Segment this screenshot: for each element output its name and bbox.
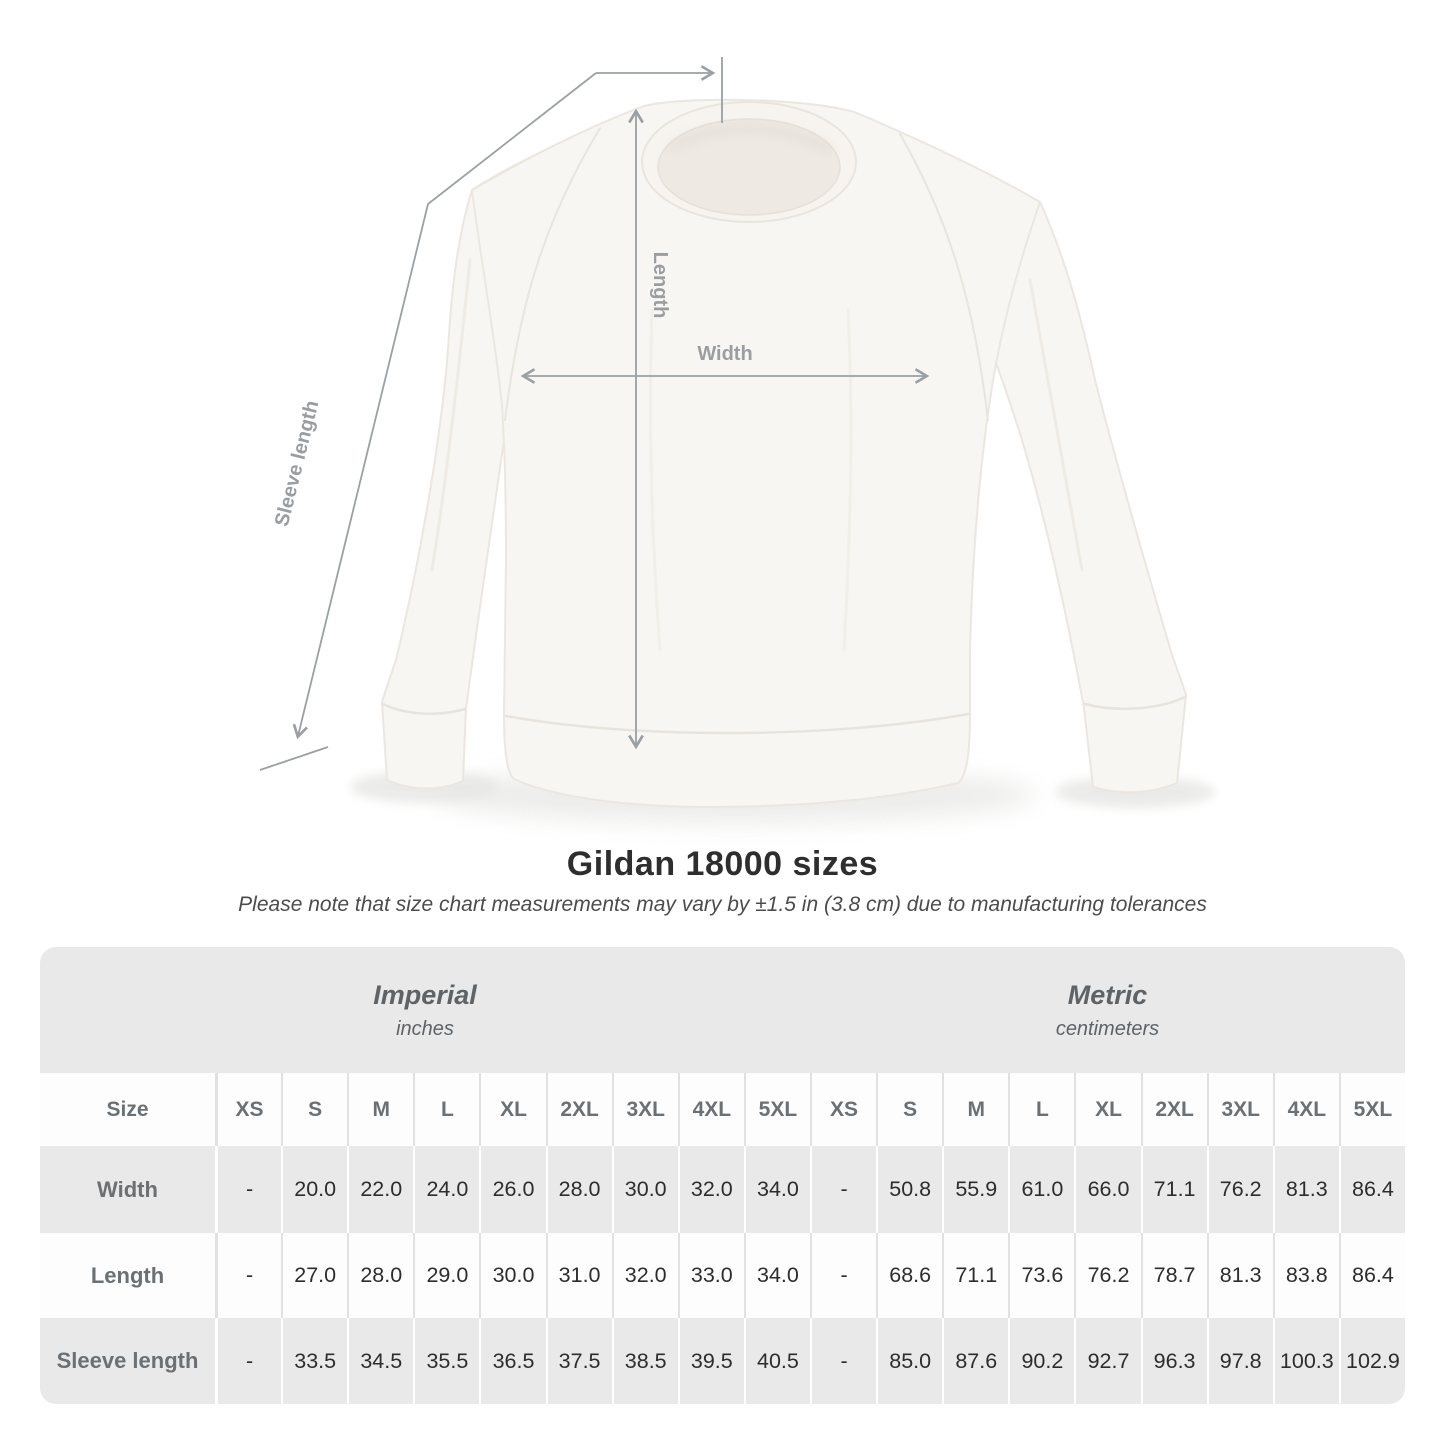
unit-group-sublabel: inches bbox=[396, 1017, 454, 1040]
size-header-s-imperial: S bbox=[281, 1073, 347, 1146]
size-header-5xl-imperial: 5XL bbox=[744, 1073, 810, 1146]
table-cell: 68.6 bbox=[876, 1233, 942, 1318]
unit-group-imperial bbox=[40, 947, 810, 1073]
table-cell: 31.0 bbox=[546, 1233, 612, 1318]
table-cell: 28.0 bbox=[347, 1233, 413, 1318]
table-cell: - bbox=[215, 1146, 281, 1233]
size-header-5xl-metric: 5XL bbox=[1339, 1073, 1405, 1146]
table-cell: 81.3 bbox=[1273, 1146, 1339, 1233]
table-cell: 30.0 bbox=[479, 1233, 545, 1318]
table-cell: 85.0 bbox=[876, 1318, 942, 1404]
table-cell: 96.3 bbox=[1141, 1318, 1207, 1404]
table-cell: 55.9 bbox=[942, 1146, 1008, 1233]
table-cell: 34.0 bbox=[744, 1233, 810, 1318]
table-cell: 73.6 bbox=[1008, 1233, 1074, 1318]
table-cell: 33.5 bbox=[281, 1318, 347, 1404]
table-cell: 100.3 bbox=[1273, 1318, 1339, 1404]
tolerance-note: Please note that size chart measurements may vary by ±1.5 in (3.8 cm) due to manufacturing tolerances bbox=[238, 893, 1207, 916]
table-cell: 71.1 bbox=[1141, 1146, 1207, 1233]
table-cell: 102.9 bbox=[1339, 1318, 1405, 1404]
table-cell: 26.0 bbox=[479, 1146, 545, 1233]
size-header-4xl-imperial: 4XL bbox=[678, 1073, 744, 1146]
table-cell: 39.5 bbox=[678, 1318, 744, 1404]
size-header-2xl-metric: 2XL bbox=[1141, 1073, 1207, 1146]
table-cell: 76.2 bbox=[1074, 1233, 1140, 1318]
size-header-m-imperial: M bbox=[347, 1073, 413, 1146]
table-cell: 29.0 bbox=[413, 1233, 479, 1318]
table-cell: 78.7 bbox=[1141, 1233, 1207, 1318]
table-cell: 71.1 bbox=[942, 1233, 1008, 1318]
unit-group-sublabel: centimeters bbox=[1055, 1017, 1160, 1040]
size-column-header: Size bbox=[40, 1073, 215, 1146]
table-cell: - bbox=[810, 1146, 876, 1233]
table-cell: - bbox=[810, 1233, 876, 1318]
table-cell: 32.0 bbox=[612, 1233, 678, 1318]
table-cell: 92.7 bbox=[1074, 1318, 1140, 1404]
page-title: Gildan 18000 sizes bbox=[566, 845, 879, 883]
table-cell: 81.3 bbox=[1207, 1233, 1273, 1318]
table-cell: 34.0 bbox=[744, 1146, 810, 1233]
unit-group-metric bbox=[810, 947, 1405, 1073]
table-cell: 86.4 bbox=[1339, 1146, 1405, 1233]
size-header-3xl-imperial: 3XL bbox=[612, 1073, 678, 1146]
table-cell: 83.8 bbox=[1273, 1233, 1339, 1318]
size-header-4xl-metric: 4XL bbox=[1273, 1073, 1339, 1146]
unit-group-label: Metric bbox=[1067, 979, 1148, 1010]
size-header-m-metric: M bbox=[942, 1073, 1008, 1146]
table-cell: 22.0 bbox=[347, 1146, 413, 1233]
length-label: Length bbox=[649, 251, 671, 319]
row-label-sleeve-length: Sleeve length bbox=[40, 1318, 215, 1404]
table-cell: 97.8 bbox=[1207, 1318, 1273, 1404]
row-label-width: Width bbox=[40, 1146, 215, 1233]
table-cell: - bbox=[215, 1233, 281, 1318]
table-cell: 24.0 bbox=[413, 1146, 479, 1233]
table-cell: 33.0 bbox=[678, 1233, 744, 1318]
size-header-3xl-metric: 3XL bbox=[1207, 1073, 1273, 1146]
table-cell: 86.4 bbox=[1339, 1233, 1405, 1318]
size-table bbox=[40, 947, 1405, 1404]
size-header-xs-metric: XS bbox=[810, 1073, 876, 1146]
unit-group-label: Imperial bbox=[373, 979, 477, 1010]
table-cell: - bbox=[215, 1318, 281, 1404]
table-cell: 87.6 bbox=[942, 1318, 1008, 1404]
table-cell: 34.5 bbox=[347, 1318, 413, 1404]
table-cell: 30.0 bbox=[612, 1146, 678, 1233]
size-header-2xl-imperial: 2XL bbox=[546, 1073, 612, 1146]
table-cell: - bbox=[810, 1318, 876, 1404]
size-header-l-metric: L bbox=[1008, 1073, 1074, 1146]
table-cell: 50.8 bbox=[876, 1146, 942, 1233]
size-header-xs-imperial: XS bbox=[215, 1073, 281, 1146]
table-cell: 32.0 bbox=[678, 1146, 744, 1233]
table-cell: 66.0 bbox=[1074, 1146, 1140, 1233]
cuff-tick bbox=[260, 747, 328, 770]
table-cell: 28.0 bbox=[546, 1146, 612, 1233]
size-header-l-imperial: L bbox=[413, 1073, 479, 1146]
table-cell: 37.5 bbox=[546, 1318, 612, 1404]
size-header-s-metric: S bbox=[876, 1073, 942, 1146]
table-cell: 61.0 bbox=[1008, 1146, 1074, 1233]
table-cell: 36.5 bbox=[479, 1318, 545, 1404]
table-cell: 27.0 bbox=[281, 1233, 347, 1318]
width-label: Width bbox=[697, 343, 753, 365]
table-cell: 20.0 bbox=[281, 1146, 347, 1233]
table-cell: 76.2 bbox=[1207, 1146, 1273, 1233]
sleeve-length-label: Sleeve length bbox=[270, 398, 324, 529]
table-cell: 35.5 bbox=[413, 1318, 479, 1404]
table-cell: 38.5 bbox=[612, 1318, 678, 1404]
table-cell: 40.5 bbox=[744, 1318, 810, 1404]
size-header-xl-metric: XL bbox=[1074, 1073, 1140, 1146]
row-label-length: Length bbox=[40, 1233, 215, 1318]
table-cell: 90.2 bbox=[1008, 1318, 1074, 1404]
size-header-xl-imperial: XL bbox=[479, 1073, 545, 1146]
sweatshirt-illustration bbox=[382, 100, 1186, 807]
